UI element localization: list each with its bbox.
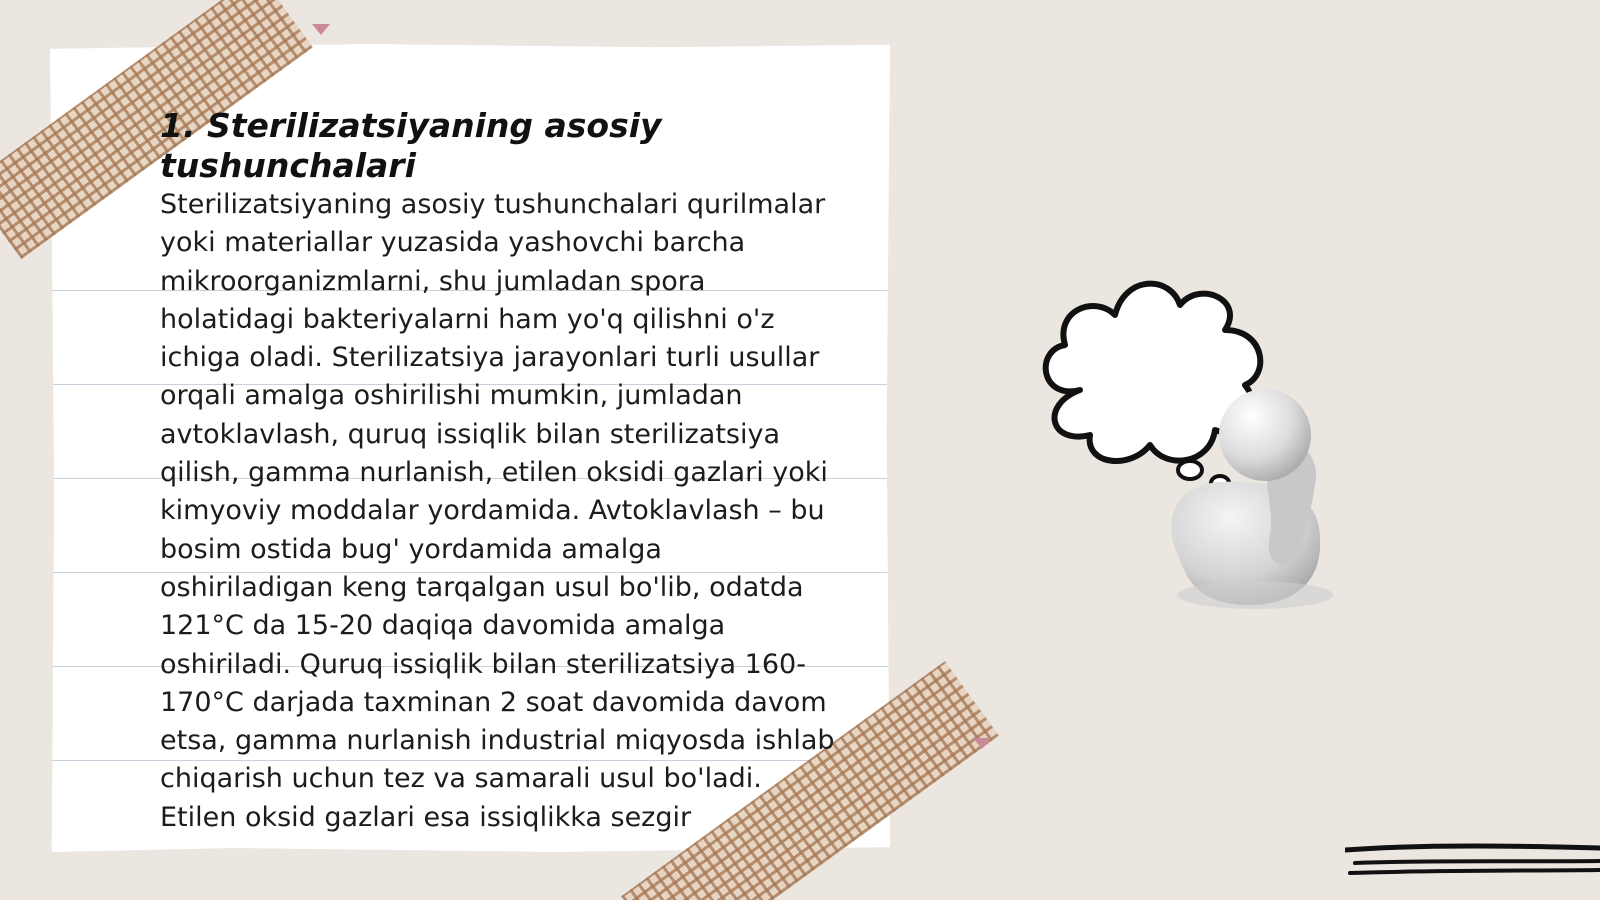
tape-dot — [312, 24, 330, 35]
tape-dot — [973, 738, 991, 749]
slide-body-text: Sterilizatsiyaning asosiy tushunchalari qurilmalar yoki materiallar yuzasida yashovchi barcha mikroorganizmlarni, shu jumladan spora holatidagi bakteriyalarni ham yo'q qilishni o'z ichiga oladi. Sterilizatsiya jarayonlari turli usullar orqali amalga oshirilishi mumkin, jumladan avtoklavlash, quruq issiqlik bilan sterilizatsiya qilish, gamma nurlanish, etilen oksidi gazlari yoki kimyoviy moddalar yordamida. Avtoklavlash – bu bosim ostida bug' yordamida amalga oshiriladigan keng tarqalgan usul bo'lib, odatda 121°C da 15-20 daqiqa davomida amalga oshiriladi. Quruq issiqlik bilan sterilizatsiya 160-170°C darjada taxminan 2 soat davomida davom etsa, gamma nurlanish industrial miqyosda ishlab chiqarish uchun tez va samarali usul bo'ladi. Etilen oksid gazlari esa issiqlikka sezgir — [160, 189, 835, 833]
decorative-brush-lines — [1345, 840, 1600, 890]
thinking-person-icon — [1020, 270, 1360, 620]
slide-title: 1. Sterilizatsiyaning asosiy tushunchalari — [160, 106, 662, 185]
